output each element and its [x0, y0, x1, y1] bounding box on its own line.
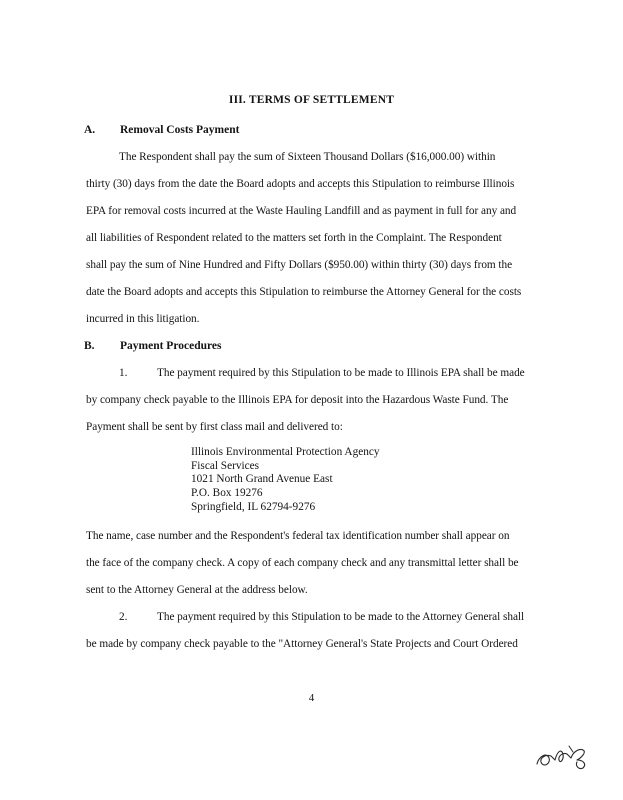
para-1-first-line	[119, 367, 525, 379]
para-2-first-line	[119, 611, 524, 623]
section-a-line: date the Board adopts and accepts this Stipulation to reimburse the Attorney General for the costs	[86, 286, 522, 298]
section-a-line: shall pay the sum of Nine Hundred and Fifty Dollars ($950.00) within thirty (30) days from the	[86, 259, 513, 271]
section-a-line: The Respondent shall pay the sum of Sixteen Thousand Dollars ($16,000.00) within	[119, 151, 496, 163]
section-heading: III. TERMS OF SETTLEMENT	[228, 94, 395, 106]
page-number: 4	[308, 692, 315, 704]
para-2-line: be made by company check payable to the "Attorney General's State Projects and Court Ordered	[86, 638, 518, 650]
section-a-line: thirty (30) days from the date the Board adopts and accepts this Stipulation to reimburse Illinois	[86, 178, 515, 190]
section-b-letter: B.	[84, 340, 95, 352]
address-line: Illinois Environmental Protection Agency	[191, 446, 380, 458]
mailing-address	[191, 446, 380, 515]
address-line: 1021 North Grand Avenue East	[191, 473, 333, 486]
address-line: P.O. Box 19276	[191, 487, 263, 500]
para-1-after-line: the face of the company check. A copy of each company check and any transmittal letter shall be	[86, 557, 519, 569]
para-1-after-line: sent to the Attorney General at the address below.	[86, 584, 308, 596]
address-line: Fiscal Services	[191, 459, 260, 472]
section-a-line: EPA for removal costs incurred at the Waste Hauling Landfill and as payment in full for any and	[86, 205, 517, 217]
section-a-title: Removal Costs Payment	[120, 124, 240, 136]
section-b-title: Payment Procedures	[120, 340, 222, 352]
section-a-letter: A.	[84, 124, 96, 136]
section-b-header	[84, 340, 221, 352]
para-2-number: 2.	[119, 611, 128, 623]
para-1-number: 1.	[119, 367, 128, 379]
para-1-line: Payment shall be sent by first class mail and delivered to:	[86, 421, 343, 433]
para-2-text: The payment required by this Stipulation to be made to the Attorney General shall	[157, 611, 525, 623]
para-1-line: by company check payable to the Illinois EPA for deposit into the Hazardous Waste Fund. The	[86, 394, 509, 406]
para-1-after-line: The name, case number and the Respondent's federal tax identification number shall appear on	[86, 530, 510, 542]
section-a-line: incurred in this litigation.	[86, 313, 200, 325]
address-line: Springfield, IL 62794-9276	[191, 500, 316, 513]
section-a-line: all liabilities of Respondent related to the matters set forth in the Complaint. The Respondent	[86, 232, 502, 244]
handwritten-initials	[533, 738, 593, 772]
para-1-text: The payment required by this Stipulation to be made to Illinois EPA shall be made	[157, 367, 525, 379]
section-a-header	[84, 124, 239, 136]
